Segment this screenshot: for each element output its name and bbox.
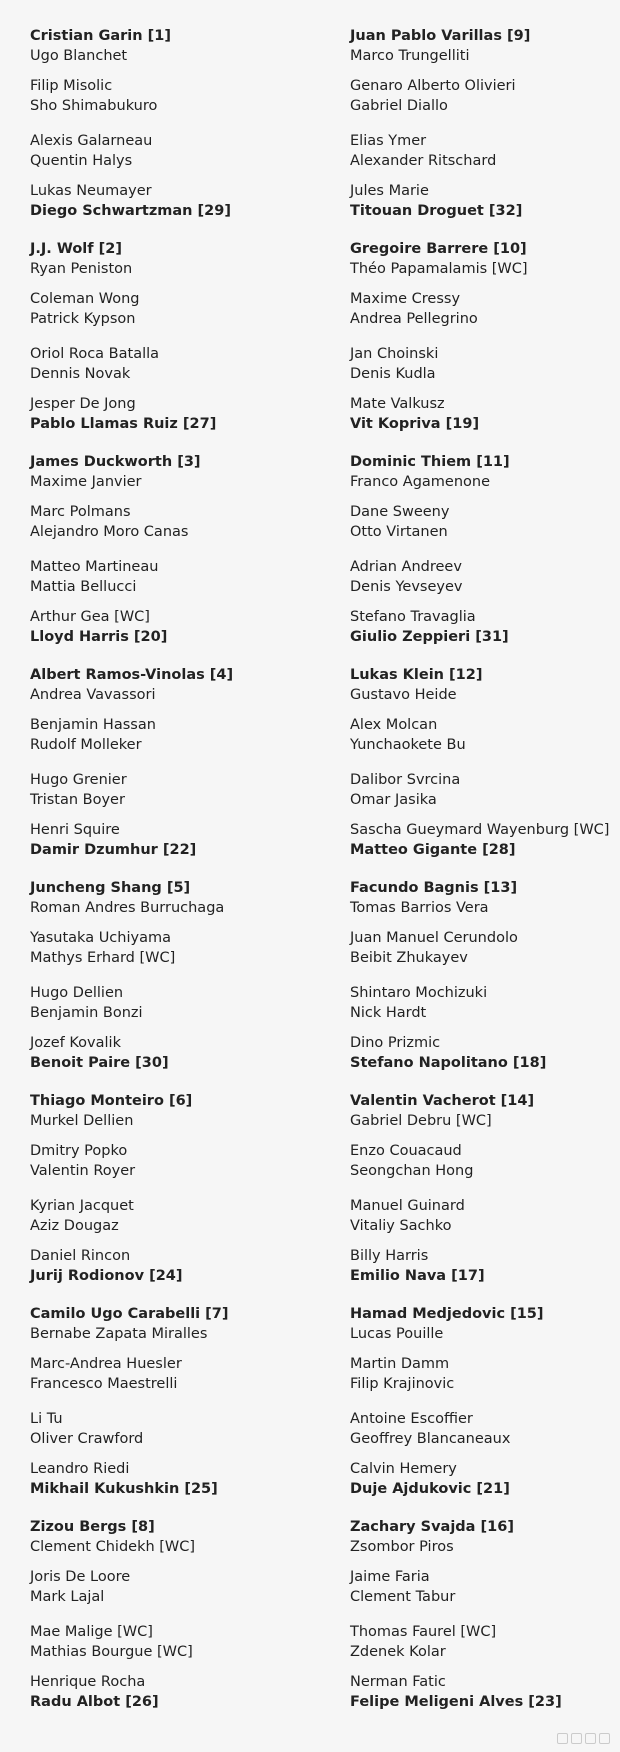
player-name: Otto Virtanen xyxy=(350,524,448,540)
draw-match xyxy=(350,1091,620,1141)
draw-match xyxy=(30,26,330,76)
player-name: Jules Marie xyxy=(350,183,429,199)
draw-match xyxy=(30,1622,330,1672)
player-name: Mark Lajal xyxy=(30,1589,105,1605)
player-name: Roman Andres Burruchaga xyxy=(30,900,225,916)
player-name: Marc-Andrea Huesler xyxy=(30,1356,182,1372)
draw-match xyxy=(30,1672,330,1722)
player-name: Lukas Neumayer xyxy=(30,183,152,199)
draw-match xyxy=(30,1033,330,1083)
player-name: Sascha Gueymard Wayenburg [WC] xyxy=(350,822,610,838)
draw-match xyxy=(350,1567,620,1622)
draw-match xyxy=(350,928,620,983)
player-name: Dennis Novak xyxy=(30,366,131,382)
draw-match xyxy=(350,1459,620,1509)
player-name: Dmitry Popko xyxy=(30,1143,128,1159)
draw-match xyxy=(350,131,620,181)
square-icon xyxy=(585,1733,596,1744)
seeded-player-name: Emilio Nava [17] xyxy=(350,1268,485,1284)
draw-section xyxy=(350,26,620,239)
player-name: Andrea Pellegrino xyxy=(350,311,478,327)
seeded-player-name: Lloyd Harris [20] xyxy=(30,629,168,645)
player-name: Antoine Escoffier xyxy=(350,1411,473,1427)
player-name: Andrea Vavassori xyxy=(30,687,156,703)
draw-match xyxy=(30,502,330,557)
player-name: Adrian Andreev xyxy=(350,559,462,575)
seeded-player-name: Juncheng Shang [5] xyxy=(30,880,191,896)
player-name: Daniel Rincon xyxy=(30,1248,131,1264)
player-name: Martin Damm xyxy=(350,1356,450,1372)
player-name: Rudolf Molleker xyxy=(30,737,142,753)
draw-section xyxy=(30,1517,330,1730)
draw-match xyxy=(30,452,330,502)
seeded-player-name: Cristian Garin [1] xyxy=(30,28,171,44)
draw-section xyxy=(350,452,620,665)
seeded-player-name: Albert Ramos-Vinolas [4] xyxy=(30,667,234,683)
player-name: Alex Molcan xyxy=(350,717,438,733)
draw-match xyxy=(350,289,620,344)
player-name: Tristan Boyer xyxy=(30,792,125,808)
seeded-player-name: Damir Dzumhur [22] xyxy=(30,842,197,858)
draw-match xyxy=(350,983,620,1033)
player-name: Dalibor Svrcina xyxy=(350,772,461,788)
player-name: Billy Harris xyxy=(350,1248,429,1264)
seeded-player-name: Vit Kopriva [19] xyxy=(350,416,480,432)
player-name: Zsombor Piros xyxy=(350,1539,454,1555)
seeded-player-name: Zachary Svajda [16] xyxy=(350,1519,514,1535)
square-icon xyxy=(571,1733,582,1744)
seeded-player-name: Facundo Bagnis [13] xyxy=(350,880,518,896)
player-name: Francesco Maestrelli xyxy=(30,1376,178,1392)
draw-section xyxy=(30,452,330,665)
player-name: Dane Sweeny xyxy=(350,504,450,520)
player-name: Alejandro Moro Canas xyxy=(30,524,189,540)
draw-match xyxy=(30,770,330,820)
seeded-player-name: Mikhail Kukushkin [25] xyxy=(30,1481,218,1497)
player-name: Murkel Dellien xyxy=(30,1113,134,1129)
draw-match xyxy=(350,1033,620,1083)
seeded-player-name: Giulio Zeppieri [31] xyxy=(350,629,509,645)
player-name: Elias Ymer xyxy=(350,133,427,149)
seeded-player-name: Lukas Klein [12] xyxy=(350,667,483,683)
player-name: Li Tu xyxy=(30,1411,63,1427)
player-name: Nick Hardt xyxy=(350,1005,427,1021)
player-name: Lucas Pouille xyxy=(350,1326,444,1342)
draw-match xyxy=(30,983,330,1033)
player-name: Denis Kudla xyxy=(350,366,436,382)
draw-match xyxy=(30,1354,330,1409)
draw-match xyxy=(30,820,330,870)
player-name: Dino Prizmic xyxy=(350,1035,441,1051)
player-name: Geoffrey Blancaneaux xyxy=(350,1431,511,1447)
draw-match xyxy=(350,820,620,870)
player-name: Beibit Zhukayev xyxy=(350,950,468,966)
draw-column-right xyxy=(350,26,620,1730)
draw-match xyxy=(30,394,330,444)
player-name: Yunchaokete Bu xyxy=(350,737,466,753)
draw-match xyxy=(30,1196,330,1246)
seeded-player-name: Valentin Vacherot [14] xyxy=(350,1093,535,1109)
player-name: Juan Manuel Cerundolo xyxy=(350,930,518,946)
draw-match xyxy=(350,1354,620,1409)
draw-section xyxy=(30,1091,330,1304)
draw-match xyxy=(350,26,620,76)
draw-match xyxy=(30,1567,330,1622)
player-name: Henrique Rocha xyxy=(30,1674,146,1690)
player-name: Leandro Riedi xyxy=(30,1461,130,1477)
player-name: Benjamin Bonzi xyxy=(30,1005,143,1021)
player-name: Quentin Halys xyxy=(30,153,133,169)
draw-match xyxy=(350,76,620,131)
draw-section xyxy=(350,1304,620,1517)
seeded-player-name: Zizou Bergs [8] xyxy=(30,1519,155,1535)
player-name: Clement Tabur xyxy=(350,1589,456,1605)
draw-match xyxy=(350,715,620,770)
draw-match xyxy=(350,1409,620,1459)
player-name: Gabriel Debru [WC] xyxy=(350,1113,492,1129)
draw-match xyxy=(30,1091,330,1141)
player-name: Aziz Dougaz xyxy=(30,1218,119,1234)
player-name: Yasutaka Uchiyama xyxy=(30,930,171,946)
draw-match xyxy=(30,344,330,394)
player-name: Manuel Guinard xyxy=(350,1198,465,1214)
player-name: Joris De Loore xyxy=(30,1569,131,1585)
player-name: Shintaro Mochizuki xyxy=(350,985,488,1001)
draw-match xyxy=(350,452,620,502)
draw-match xyxy=(350,1517,620,1567)
player-name: Mathias Bourgue [WC] xyxy=(30,1644,193,1660)
draw-match xyxy=(350,607,620,657)
draw-match xyxy=(350,557,620,607)
draw-match xyxy=(30,1517,330,1567)
player-name: Henri Squire xyxy=(30,822,120,838)
player-name: Hugo Grenier xyxy=(30,772,127,788)
seeded-player-name: Titouan Droguet [32] xyxy=(350,203,523,219)
player-name: Patrick Kypson xyxy=(30,311,136,327)
draw-match xyxy=(350,1672,620,1722)
draw-match xyxy=(30,76,330,131)
player-name: Mathys Erhard [WC] xyxy=(30,950,176,966)
seeded-player-name: Duje Ajdukovic [21] xyxy=(350,1481,510,1497)
player-name: Sho Shimabukuro xyxy=(30,98,158,114)
player-name: Thomas Faurel [WC] xyxy=(350,1624,497,1640)
player-name: Zdenek Kolar xyxy=(350,1644,446,1660)
player-name: Mattia Bellucci xyxy=(30,579,137,595)
player-name: Clement Chidekh [WC] xyxy=(30,1539,196,1555)
player-name: Coleman Wong xyxy=(30,291,140,307)
player-name: Franco Agamenone xyxy=(350,474,491,490)
player-name: Calvin Hemery xyxy=(350,1461,457,1477)
draw-match xyxy=(30,1141,330,1196)
draw-section xyxy=(30,878,330,1091)
player-name: Oriol Roca Batalla xyxy=(30,346,160,362)
player-name: Théo Papamalamis [WC] xyxy=(350,261,528,277)
seeded-player-name: Gregoire Barrere [10] xyxy=(350,241,527,257)
player-name: Valentin Royer xyxy=(30,1163,136,1179)
player-name: Jan Choinski xyxy=(350,346,439,362)
player-name: Maxime Janvier xyxy=(30,474,142,490)
player-name: Jaime Faria xyxy=(350,1569,430,1585)
draw-section xyxy=(350,239,620,452)
player-name: Marc Polmans xyxy=(30,504,131,520)
draw-match xyxy=(30,131,330,181)
player-name: Benjamin Hassan xyxy=(30,717,156,733)
player-name: Bernabe Zapata Miralles xyxy=(30,1326,208,1342)
draw-match xyxy=(350,665,620,715)
seeded-player-name: Radu Albot [26] xyxy=(30,1694,159,1710)
player-name: Mate Valkusz xyxy=(350,396,445,412)
draw-match xyxy=(350,181,620,231)
draw-section xyxy=(30,1304,330,1517)
player-name: Enzo Couacaud xyxy=(350,1143,462,1159)
seeded-player-name: Benoit Paire [30] xyxy=(30,1055,169,1071)
seeded-player-name: Juan Pablo Varillas [9] xyxy=(350,28,531,44)
draw-match xyxy=(350,394,620,444)
draw-match xyxy=(350,770,620,820)
player-name: Oliver Crawford xyxy=(30,1431,144,1447)
seeded-player-name: Hamad Medjedovic [15] xyxy=(350,1306,544,1322)
draw-match xyxy=(350,878,620,928)
draw-section xyxy=(350,1091,620,1304)
draw-match xyxy=(350,1196,620,1246)
draw-match xyxy=(350,1622,620,1672)
draw-match xyxy=(350,1304,620,1354)
player-name: Ugo Blanchet xyxy=(30,48,128,64)
player-name: Genaro Alberto Olivieri xyxy=(350,78,516,94)
draw-match xyxy=(30,1304,330,1354)
draw-match xyxy=(30,181,330,231)
draw-match xyxy=(350,502,620,557)
draw-match xyxy=(350,239,620,289)
draw-column-left xyxy=(30,26,330,1730)
player-name: Filip Krajinovic xyxy=(350,1376,455,1392)
draw-section xyxy=(30,665,330,878)
player-name: Tomas Barrios Vera xyxy=(350,900,489,916)
draw-match xyxy=(30,715,330,770)
player-name: Kyrian Jacquet xyxy=(30,1198,134,1214)
draw-match xyxy=(30,665,330,715)
player-name: Jesper De Jong xyxy=(30,396,136,412)
draw-match xyxy=(30,289,330,344)
player-name: Hugo Dellien xyxy=(30,985,124,1001)
player-name: Gustavo Heide xyxy=(350,687,457,703)
player-name: Mae Malige [WC] xyxy=(30,1624,153,1640)
watermark-icons xyxy=(557,1733,610,1744)
player-name: Ryan Peniston xyxy=(30,261,133,277)
square-icon xyxy=(557,1733,568,1744)
player-name: Gabriel Diallo xyxy=(350,98,448,114)
draw-match xyxy=(30,1409,330,1459)
seeded-player-name: Thiago Monteiro [6] xyxy=(30,1093,193,1109)
seeded-player-name: Felipe Meligeni Alves [23] xyxy=(350,1694,562,1710)
player-name: Stefano Travaglia xyxy=(350,609,476,625)
draw-match xyxy=(30,557,330,607)
draw-section xyxy=(30,26,330,239)
player-name: Maxime Cressy xyxy=(350,291,461,307)
seeded-player-name: J.J. Wolf [2] xyxy=(30,241,122,257)
draw-match xyxy=(350,1141,620,1196)
draw-match xyxy=(30,607,330,657)
draw-match xyxy=(350,344,620,394)
player-name: Filip Misolic xyxy=(30,78,113,94)
seeded-player-name: Stefano Napolitano [18] xyxy=(350,1055,547,1071)
draw-match xyxy=(30,239,330,289)
draw-match xyxy=(30,928,330,983)
seeded-player-name: Matteo Gigante [28] xyxy=(350,842,516,858)
seeded-player-name: Dominic Thiem [11] xyxy=(350,454,510,470)
player-name: Jozef Kovalik xyxy=(30,1035,121,1051)
draw-match xyxy=(30,878,330,928)
seeded-player-name: Jurij Rodionov [24] xyxy=(30,1268,183,1284)
draw-match xyxy=(30,1246,330,1296)
player-name: Marco Trungelliti xyxy=(350,48,470,64)
seeded-player-name: Camilo Ugo Carabelli [7] xyxy=(30,1306,229,1322)
seeded-player-name: Diego Schwartzman [29] xyxy=(30,203,231,219)
player-name: Vitaliy Sachko xyxy=(350,1218,452,1234)
draw-match xyxy=(30,1459,330,1509)
player-name: Omar Jasika xyxy=(350,792,437,808)
player-name: Seongchan Hong xyxy=(350,1163,474,1179)
player-name: Nerman Fatic xyxy=(350,1674,446,1690)
player-name: Denis Yevseyev xyxy=(350,579,463,595)
player-name: Alexander Ritschard xyxy=(350,153,497,169)
player-name: Alexis Galarneau xyxy=(30,133,153,149)
draw-section xyxy=(350,878,620,1091)
draw-section xyxy=(30,239,330,452)
draw-section xyxy=(350,665,620,878)
draw-section xyxy=(350,1517,620,1730)
seeded-player-name: James Duckworth [3] xyxy=(30,454,201,470)
seeded-player-name: Pablo Llamas Ruiz [27] xyxy=(30,416,217,432)
player-name: Arthur Gea [WC] xyxy=(30,609,150,625)
player-name: Matteo Martineau xyxy=(30,559,159,575)
square-icon xyxy=(599,1733,610,1744)
draw-match xyxy=(350,1246,620,1296)
